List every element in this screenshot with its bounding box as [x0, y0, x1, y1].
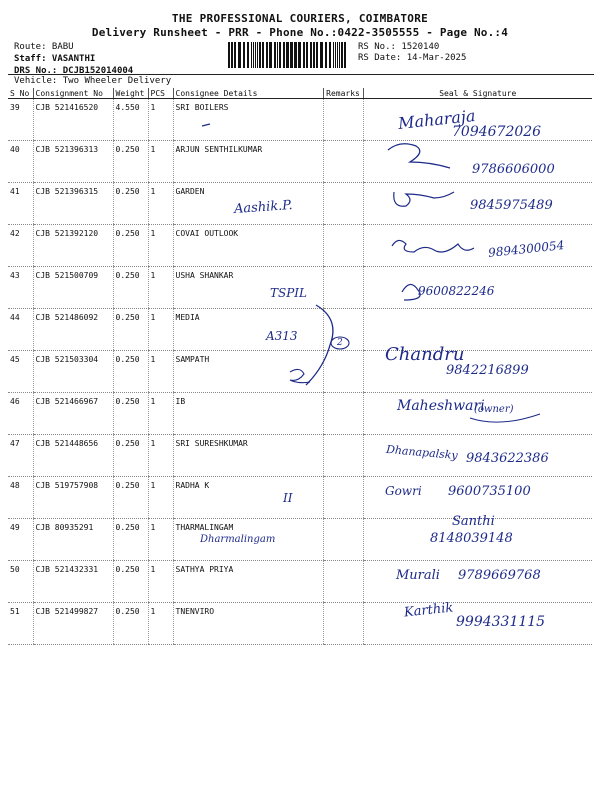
- pieces-count: 1: [148, 393, 173, 435]
- route-label: Route: BABU: [14, 42, 74, 52]
- pieces-count: 1: [148, 309, 173, 351]
- pieces-count: 1: [148, 477, 173, 519]
- phone-40: 9786606000: [472, 162, 555, 177]
- rs-number: RS No.: 1520140: [358, 42, 440, 52]
- phone-51: 9994331115: [456, 614, 546, 630]
- consignee-name: SRI BOILERS: [173, 99, 323, 141]
- barcode-bar: [257, 42, 258, 68]
- barcode-bar: [231, 42, 233, 68]
- phone-39: 7094672026: [452, 124, 542, 140]
- signature-47: Dhanapalsky: [385, 442, 459, 463]
- consignee-name: SAMPATH: [173, 351, 323, 393]
- runsheet-subtitle: Delivery Runsheet - PRR - Phone No.:0422-3505555 - Page No.:4: [91, 26, 509, 39]
- consignee-name: TNENVIRO: [173, 603, 323, 645]
- remarks-cell: [323, 603, 363, 645]
- remarks-cell: [323, 141, 363, 183]
- remarks-cell: [323, 477, 363, 519]
- remarks-cell: [323, 309, 363, 351]
- consignment-number: CJB 521396313: [33, 141, 113, 183]
- column-header: S No: [8, 88, 33, 99]
- barcode-bar: [341, 42, 343, 68]
- remarks-cell: [323, 561, 363, 603]
- table-row: [8, 309, 592, 351]
- remarks-cell: [323, 267, 363, 309]
- weight-value: 4.550: [113, 99, 148, 141]
- note-46: (owner): [474, 404, 514, 415]
- weight-value: 0.250: [113, 183, 148, 225]
- note-49: Dharmalingam: [200, 534, 276, 545]
- barcode-bar: [243, 42, 245, 68]
- barcode-bar: [303, 42, 305, 68]
- serial-number: 46: [8, 393, 33, 435]
- barcode-bar: [339, 42, 340, 68]
- consignment-number: CJB 519757908: [33, 477, 113, 519]
- barcode-bar: [306, 42, 308, 68]
- consignee-name: ARJUN SENTHILKUMAR: [173, 141, 323, 183]
- barcode-bar: [298, 42, 301, 68]
- barcode-bar: [325, 42, 327, 68]
- consignment-number: CJB 521448656: [33, 435, 113, 477]
- consignee-name: GARDEN: [173, 183, 323, 225]
- phone-49: 8148039148: [430, 531, 513, 546]
- pieces-count: 1: [148, 435, 173, 477]
- column-header: Remarks: [323, 88, 363, 99]
- consignment-number: CJB 521500709: [33, 267, 113, 309]
- phone-41: 9845975489: [470, 198, 553, 213]
- header-divider: [8, 74, 594, 75]
- barcode-bar: [290, 42, 293, 68]
- pieces-count: 1: [148, 351, 173, 393]
- barcode: [228, 42, 350, 68]
- weight-value: 0.250: [113, 141, 148, 183]
- barcode-bar: [251, 42, 252, 68]
- barcode-bar: [274, 42, 276, 68]
- phone-48: 9600735100: [448, 484, 531, 499]
- consignment-number: CJB 521416520: [33, 99, 113, 141]
- serial-number: 51: [8, 603, 33, 645]
- barcode-bar: [335, 42, 336, 68]
- weight-value: 0.250: [113, 519, 148, 561]
- consignment-number: CJB 80935291: [33, 519, 113, 561]
- barcode-bar: [247, 42, 249, 68]
- weight-value: 0.250: [113, 225, 148, 267]
- column-header: Seal & Signature: [363, 88, 592, 99]
- pieces-count: 1: [148, 225, 173, 267]
- note-41: Aashik.P.: [233, 197, 294, 218]
- consignee-name: MEDIA: [173, 309, 323, 351]
- phone-47: 9843622386: [466, 451, 549, 466]
- note-48: II: [283, 491, 293, 505]
- consignment-number: CJB 521466967: [33, 393, 113, 435]
- pieces-count: 1: [148, 183, 173, 225]
- barcode-bar: [255, 42, 256, 68]
- note-44: A313: [266, 329, 298, 343]
- column-header: Consignee Details: [173, 88, 323, 99]
- serial-number: 42: [8, 225, 33, 267]
- barcode-bar: [266, 42, 268, 68]
- signature-51: Karthik: [403, 600, 454, 621]
- drs-number: DRS No.: DCJB152014004: [14, 66, 134, 76]
- barcode-bar: [310, 42, 312, 68]
- barcode-bar: [279, 42, 281, 68]
- serial-number: 39: [8, 99, 33, 141]
- barcode-bar: [283, 42, 285, 68]
- weight-value: 0.250: [113, 351, 148, 393]
- consignee-name: COVAI OUTLOOK: [173, 225, 323, 267]
- serial-number: 41: [8, 183, 33, 225]
- consignee-name: THARMALINGAM: [173, 519, 323, 561]
- table-header-row: [8, 88, 592, 99]
- phone-45: 9842216899: [446, 363, 529, 378]
- consignment-number: CJB 521396315: [33, 183, 113, 225]
- remarks-cell: [323, 183, 363, 225]
- consignee-name: IB: [173, 393, 323, 435]
- remarks-cell: [323, 519, 363, 561]
- staff-label: Staff: VASANTHI: [14, 54, 96, 64]
- serial-number: 45: [8, 351, 33, 393]
- serial-number: 43: [8, 267, 33, 309]
- signature-48: Gowri: [385, 484, 422, 498]
- consignment-number: CJB 521503304: [33, 351, 113, 393]
- consignee-name: RADHA K: [173, 477, 323, 519]
- circle-note: 2: [337, 338, 343, 348]
- barcode-bar: [316, 42, 318, 68]
- vehicle-label: Vehicle: Two Wheeler Delivery: [14, 76, 172, 86]
- weight-value: 0.250: [113, 309, 148, 351]
- remarks-cell: [323, 99, 363, 141]
- barcode-bar: [269, 42, 272, 68]
- phone-50: 9789669768: [458, 568, 541, 583]
- barcode-bar: [313, 42, 315, 68]
- remarks-cell: [323, 393, 363, 435]
- column-header: Consignment No: [33, 88, 113, 99]
- barcode-bar: [259, 42, 261, 68]
- barcode-bar: [294, 42, 297, 68]
- pieces-count: 1: [148, 561, 173, 603]
- pieces-count: 1: [148, 99, 173, 141]
- consignee-name: USHA SHANKAR: [173, 267, 323, 309]
- barcode-bar: [320, 42, 323, 68]
- phone-43: 9600822246: [418, 284, 495, 298]
- barcode-bar: [337, 42, 338, 68]
- consignment-number: CJB 521486092: [33, 309, 113, 351]
- consignee-name: SATHYA PRIYA: [173, 561, 323, 603]
- barcode-bar: [228, 42, 230, 68]
- barcode-bar: [329, 42, 331, 68]
- column-header: PCS: [148, 88, 173, 99]
- weight-value: 0.250: [113, 603, 148, 645]
- pieces-count: 1: [148, 603, 173, 645]
- pieces-count: 1: [148, 519, 173, 561]
- phone-42: 9894300054: [487, 238, 565, 260]
- serial-number: 40: [8, 141, 33, 183]
- barcode-bar: [344, 42, 346, 68]
- barcode-bar: [286, 42, 289, 68]
- barcode-bar: [262, 42, 264, 68]
- serial-number: 44: [8, 309, 33, 351]
- weight-value: 0.250: [113, 267, 148, 309]
- weight-value: 0.250: [113, 561, 148, 603]
- serial-number: 47: [8, 435, 33, 477]
- weight-value: 0.250: [113, 435, 148, 477]
- remarks-cell: [323, 351, 363, 393]
- column-header: Weight: [113, 88, 148, 99]
- consignee-name: SRI SURESHKUMAR: [173, 435, 323, 477]
- remarks-cell: [323, 435, 363, 477]
- signature-49: Santhi: [452, 514, 495, 529]
- barcode-bar: [238, 42, 241, 68]
- signature-39: Maharaja: [397, 106, 477, 133]
- signature-46: Maheshwari: [397, 398, 485, 414]
- barcode-bar: [234, 42, 236, 68]
- signature-45: Chandru: [385, 344, 465, 365]
- barcode-bar: [333, 42, 334, 68]
- company-title: THE PROFESSIONAL COURIERS, COIMBATORE: [171, 12, 429, 25]
- note-43: TSPIL: [270, 286, 308, 300]
- weight-value: 0.250: [113, 393, 148, 435]
- serial-number: 48: [8, 477, 33, 519]
- serial-number: 49: [8, 519, 33, 561]
- signature-50: Murali: [396, 568, 440, 583]
- rs-date: RS Date: 14-Mar-2025: [358, 53, 467, 63]
- consignment-number: CJB 521432331: [33, 561, 113, 603]
- consignment-number: CJB 521499827: [33, 603, 113, 645]
- remarks-cell: [323, 225, 363, 267]
- serial-number: 50: [8, 561, 33, 603]
- pieces-count: 1: [148, 267, 173, 309]
- weight-value: 0.250: [113, 477, 148, 519]
- barcode-bar: [277, 42, 278, 68]
- pieces-count: 1: [148, 141, 173, 183]
- barcode-bar: [253, 42, 254, 68]
- consignment-number: CJB 521392120: [33, 225, 113, 267]
